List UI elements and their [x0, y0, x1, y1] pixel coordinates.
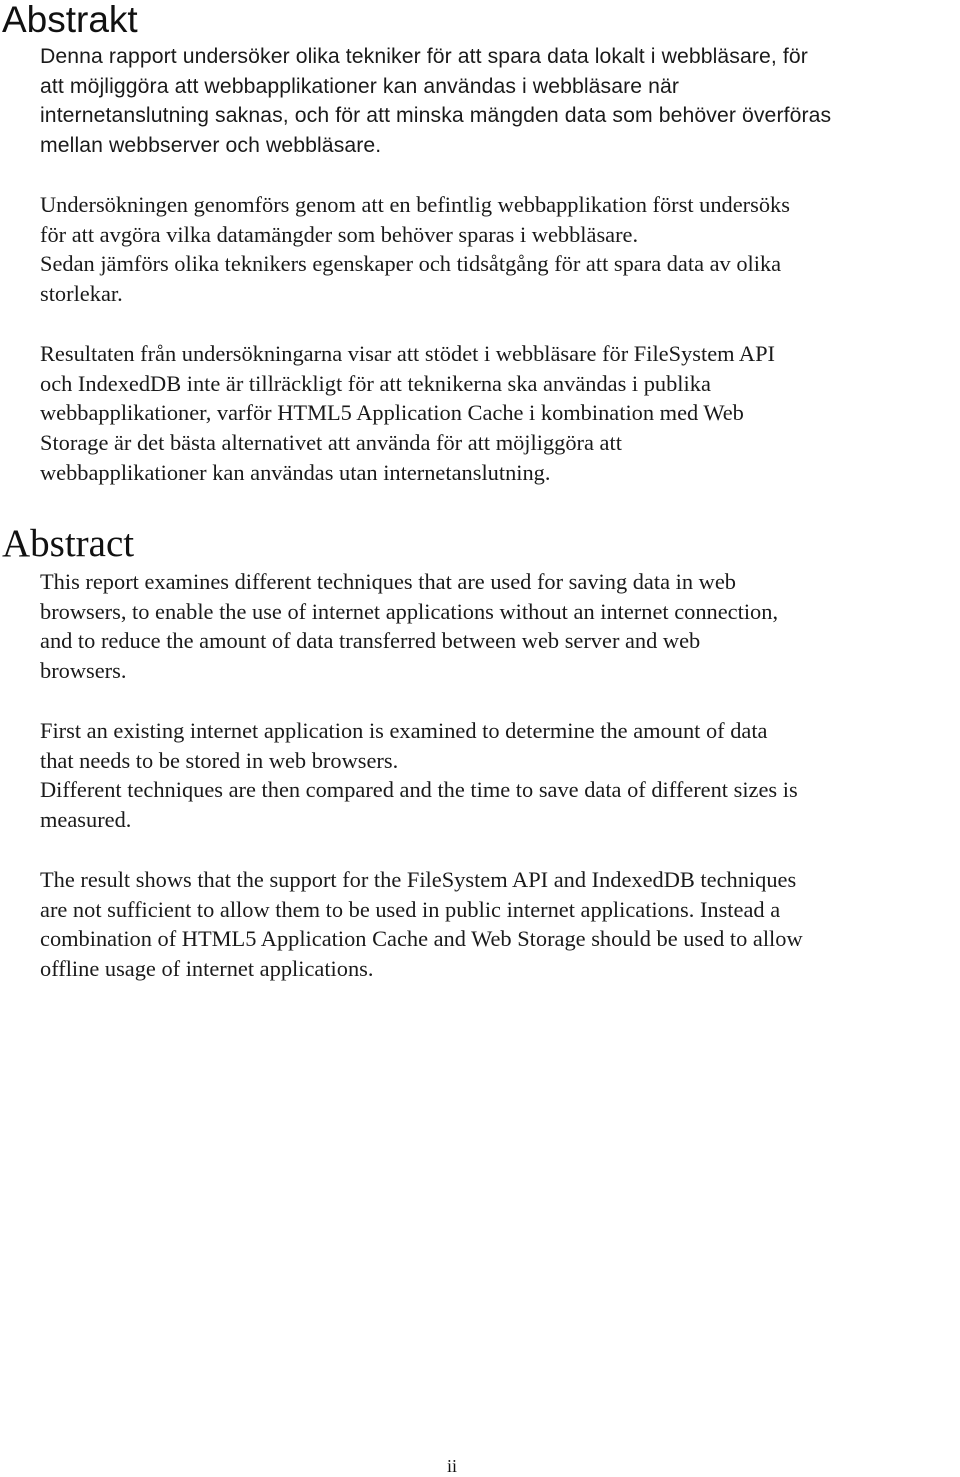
- text-line: Different techniques are then compared and the time to save data of different sizes is: [40, 777, 798, 803]
- heading-abstract: Abstract: [2, 522, 135, 565]
- text-line: browsers, to enable the use of internet applications without an internet connection,: [40, 598, 779, 624]
- english-paragraph-3: [40, 865, 960, 984]
- text-line: offline usage of internet applications.: [40, 956, 374, 982]
- text-line: are not sufficient to allow them to be used in public internet applications. Instead a: [40, 896, 781, 922]
- text-line: mellan webbserver och webbläsare.: [40, 134, 382, 158]
- text-line: and to reduce the amount of data transferred between web server and web: [40, 628, 701, 654]
- text-line: First an existing internet application is examined to determine the amount of data: [40, 718, 768, 743]
- english-paragraph-1: [40, 567, 960, 686]
- text-line: Denna rapport undersöker olika tekniker för att spara data lokalt i webbläsare, för: [40, 45, 808, 68]
- heading-abstrakt: Abstrakt: [2, 0, 138, 40]
- text-line: internetanslutning saknas, och för att minska mängden data som behöver överföras: [40, 104, 832, 128]
- text-line: och IndexedDB inte är tillräckligt för att teknikerna ska användas i publika: [40, 370, 711, 396]
- text-line: storlekar.: [40, 281, 123, 307]
- swedish-paragraph-3: [40, 339, 960, 488]
- text-line: för att avgöra vilka datamängder som behöver sparas i webbläsare.: [40, 221, 639, 247]
- text-line: The result shows that the support for the FileSystem API and IndexedDB techniques: [40, 867, 797, 892]
- text-line: browsers.: [40, 658, 127, 684]
- english-paragraph-2: [40, 716, 960, 835]
- swedish-paragraph-2: [40, 190, 960, 309]
- text-line: Sedan jämförs olika teknikers egenskaper och tidsåtgång för att spara data av olika: [40, 251, 782, 277]
- text-line: measured.: [40, 807, 132, 833]
- text-line: webbapplikationer kan användas utan internetanslutning.: [40, 459, 551, 485]
- text-line: This report examines different techniques that are used for saving data in web: [40, 569, 736, 594]
- text-line: that needs to be stored in web browsers.: [40, 747, 399, 773]
- text-line: webbapplikationer, varför HTML5 Application Cache i kombination med Web: [40, 400, 744, 426]
- page-number: ii: [446, 1456, 457, 1476]
- text-line: Storage är det bästa alternativet att använda för att möjliggöra att: [40, 430, 622, 456]
- text-line: Undersökningen genomförs genom att en befintlig webbapplikation först undersöks: [40, 192, 790, 217]
- text-line: Resultaten från undersökningarna visar att stödet i webbläsare för FileSystem API: [40, 341, 775, 366]
- swedish-paragraph-1: [40, 42, 960, 161]
- text-line: combination of HTML5 Application Cache and Web Storage should be used to allow: [40, 926, 803, 952]
- text-line: att möjliggöra att webbapplikationer kan användas i webbläsare när: [40, 74, 680, 98]
